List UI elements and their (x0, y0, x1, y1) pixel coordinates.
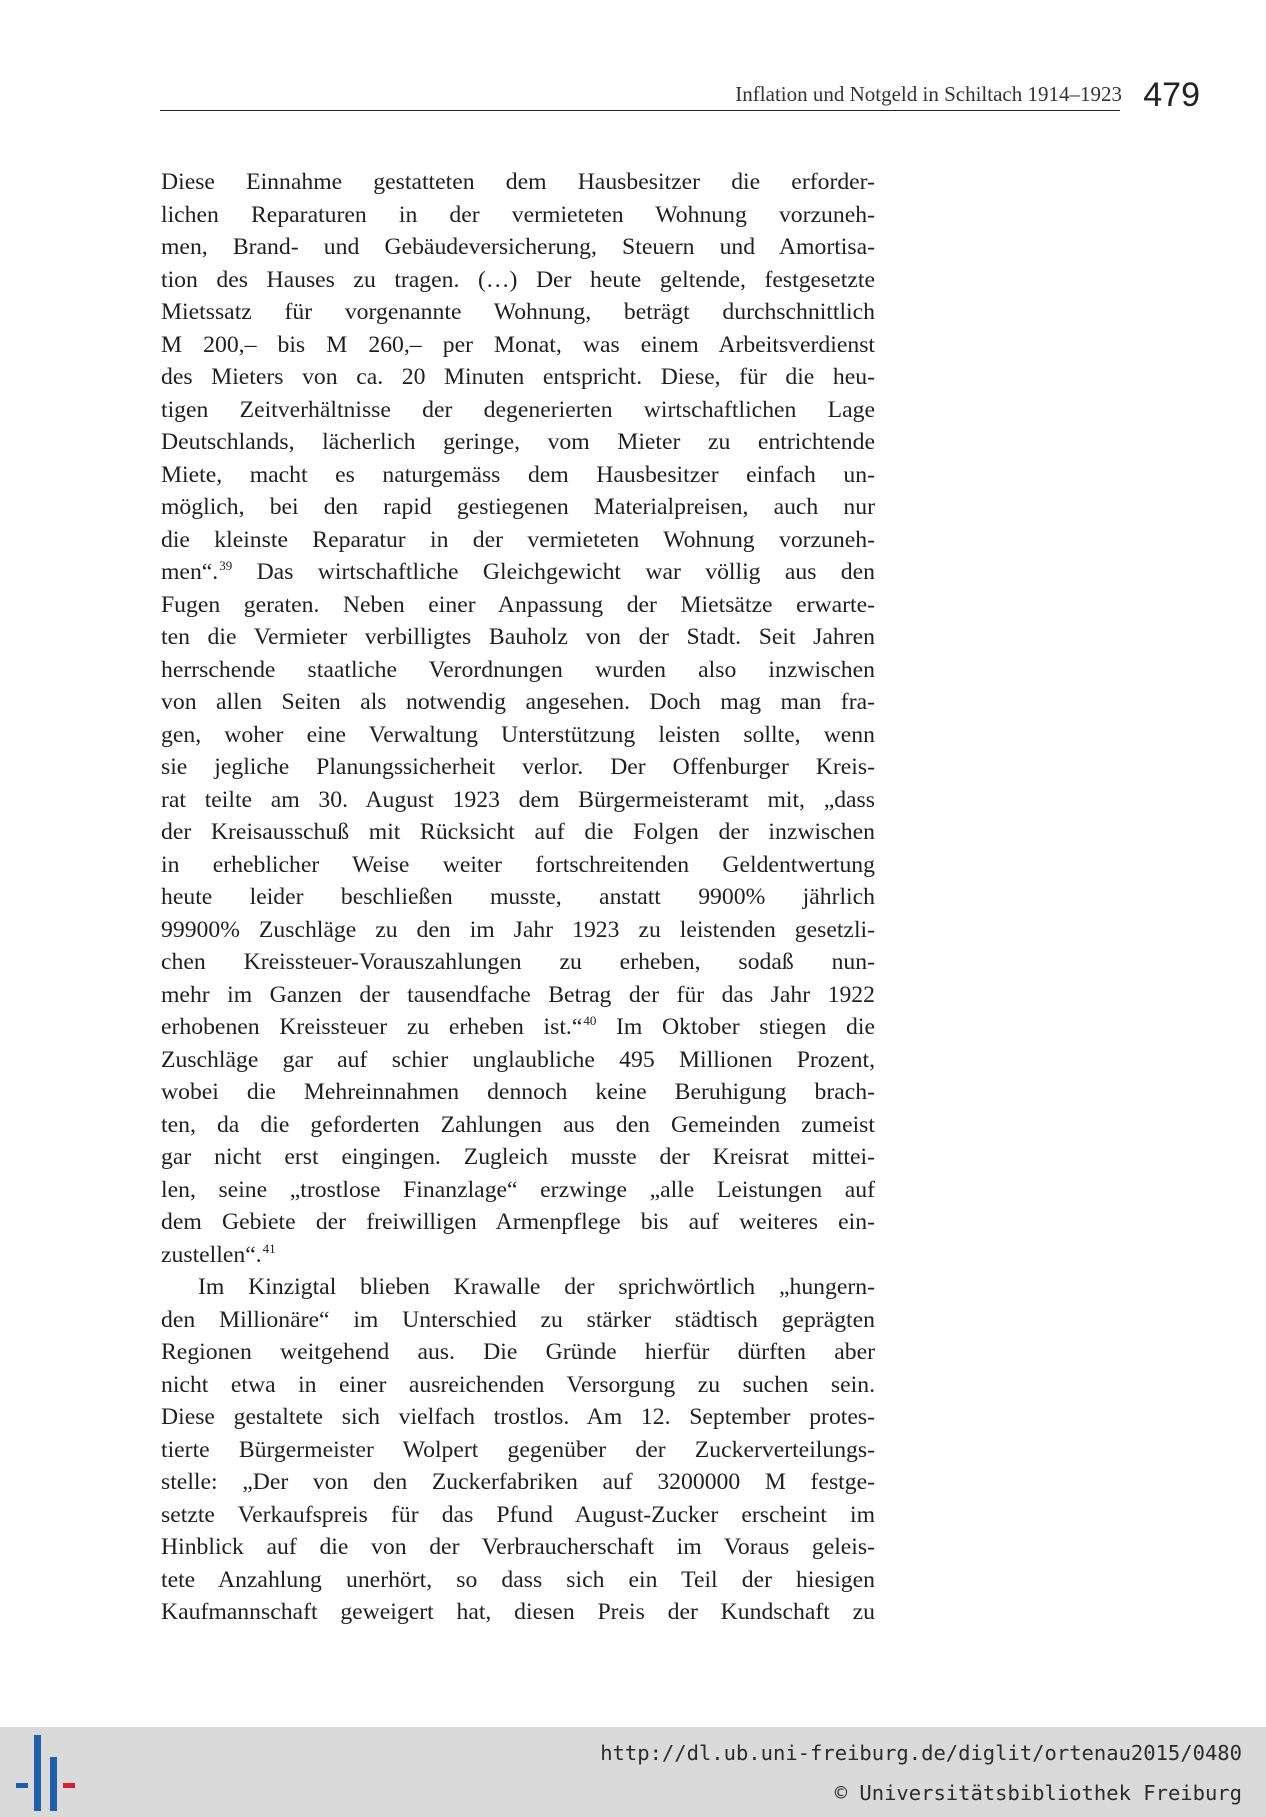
body-text (161, 166, 875, 1629)
text-segment: zustellen“. (161, 1241, 262, 1268)
text-line: in erheblicher Weise weiter fortschreitenden Geldentwertung (161, 851, 875, 878)
text-line: nicht etwa in einer ausreichenden Versorgung zu suchen sein. (161, 1371, 875, 1398)
text-line: sie jegliche Planungssicherheit verlor. Der Offenburger Kreis- (161, 754, 875, 780)
header-rule (160, 110, 1120, 111)
text-line: gen, woher eine Verwaltung Unterstützung leisten sollte, wenn (161, 721, 875, 748)
text-line-footnote-41 (161, 1239, 875, 1272)
text-line: tierte Bürgermeister Wolpert gegenüber der Zuckerverteilungs- (161, 1436, 875, 1463)
text-line: Zuschläge gar auf schier unglaubliche 495 Millionen Prozent, (161, 1046, 875, 1073)
footnote-ref-41: 41 (262, 1240, 276, 1256)
text-line: len, seine „trostlose Finanzlage“ erzwinge „alle Leistungen auf (161, 1176, 875, 1203)
text-line: tigen Zeitverhältnisse der degenerierten wirtschaftlichen Lage (161, 396, 875, 423)
text-line: mehr im Ganzen der tausendfache Betrag der für das Jahr 1922 (161, 981, 875, 1008)
footer-bar (0, 1727, 1266, 1817)
text-line: die kleinste Reparatur in der vermieteten Wohnung vorzuneh- (161, 526, 875, 553)
text-line: Fugen geraten. Neben einer Anpassung der Mietsätze erwarte- (161, 591, 875, 618)
paragraph-start: Im Kinzigtal blieben Krawalle der sprichwörtlich „hungern- (198, 1274, 875, 1300)
text-line: Miete, macht es naturgemäss dem Hausbesitzer einfach un- (161, 461, 875, 488)
copyright-notice: © Universitätsbibliothek Freiburg (834, 1781, 1242, 1805)
text-line: ten die Vermieter verbilligtes Bauholz von der Stadt. Seit Jahren (161, 624, 875, 650)
text-line: Diese Einnahme gestatteten dem Hausbesitzer die erforder- (161, 169, 875, 195)
text-line: des Mieters von ca. 20 Minuten entspricht. Diese, für die heu- (161, 364, 875, 390)
ub-freiburg-logo-icon (14, 1735, 78, 1811)
text-line: von allen Seiten als notwendig angesehen. Doch mag man fra- (161, 689, 875, 715)
text-line: 99900% Zuschläge zu den im Jahr 1923 zu leistenden gesetzli- (161, 916, 875, 943)
text-segment: Das wirtschaftliche Gleichgewicht war völlig aus den (232, 559, 875, 585)
text-line: heute leider beschließen musste, anstatt 9900% jährlich (161, 884, 875, 910)
footnote-ref-40: 40 (583, 1013, 597, 1028)
page-number: 479 (1143, 76, 1200, 114)
text-line: Diese gestaltete sich vielfach trostlos. Am 12. September protes- (161, 1404, 875, 1430)
running-title: Inflation und Notgeld in Schiltach 1914–1923 (735, 82, 1122, 106)
text-line: Kaufmannschaft geweigert hat, diesen Preis der Kundschaft zu (161, 1599, 875, 1625)
text-line: Deutschlands, lächerlich geringe, vom Mieter zu entrichtende (161, 429, 875, 455)
text-segment: men“. (161, 559, 219, 585)
text-line: Regionen weitgehend aus. Die Gründe hierfür dürften aber (161, 1339, 875, 1365)
text-line: men, Brand- und Gebäudeversicherung, Steuern und Amortisa- (161, 234, 875, 260)
text-line: Hinblick auf die von der Verbraucherschaft im Voraus geleis- (161, 1534, 875, 1560)
text-line: der Kreisausschuß mit Rücksicht auf die Folgen der inzwischen (161, 819, 875, 845)
text-line-footnote-40 (161, 1011, 875, 1044)
text-segment: Im Oktober stiegen die (596, 1014, 875, 1040)
text-line: setzte Verkaufspreis für das Pfund August-Zucker erscheint im (161, 1501, 875, 1528)
text-line: möglich, bei den rapid gestiegenen Materialpreisen, auch nur (161, 494, 875, 520)
source-url-link[interactable]: http://dl.ub.uni-freiburg.de/diglit/ortenau2015/0480 (600, 1741, 1242, 1765)
text-line: ten, da die geforderten Zahlungen aus den Gemeinden zumeist (161, 1111, 875, 1138)
footnote-ref-39: 39 (219, 558, 233, 573)
text-line: lichen Reparaturen in der vermieteten Wohnung vorzuneh- (161, 201, 875, 228)
text-segment: erhobenen Kreissteuer zu erheben ist.“ (161, 1014, 583, 1040)
text-line: gar nicht erst eingingen. Zugleich musste der Kreisrat mittei- (161, 1144, 875, 1170)
text-line: dem Gebiete der freiwilligen Armenpflege bis auf weiteres ein- (161, 1209, 875, 1235)
text-line: chen Kreissteuer-Vorauszahlungen zu erheben, sodaß nun- (161, 949, 875, 975)
text-line: tete Anzahlung unerhört, so dass sich ein Teil der hiesigen (161, 1566, 875, 1593)
text-line: stelle: „Der von den Zuckerfabriken auf 3200000 M festge- (161, 1469, 875, 1495)
text-line: Mietssatz für vorgenannte Wohnung, beträgt durchschnittlich (161, 299, 875, 325)
running-header (160, 68, 1200, 118)
text-line: M 200,– bis M 260,– per Monat, was einem Arbeitsverdienst (161, 331, 875, 358)
text-line: rat teilte am 30. August 1923 dem Bürgermeisteramt mit, „dass (161, 786, 875, 813)
text-line: den Millionäre“ im Unterschied zu stärker städtisch geprägten (161, 1306, 875, 1333)
text-line: wobei die Mehreinnahmen dennoch keine Beruhigung brach- (161, 1079, 875, 1105)
text-line: herrschende staatliche Verordnungen wurden also inzwischen (161, 656, 875, 683)
text-line-footnote-39 (161, 556, 875, 589)
text-line: tion des Hauses zu tragen. (…) Der heute geltende, festgesetzte (161, 266, 875, 293)
